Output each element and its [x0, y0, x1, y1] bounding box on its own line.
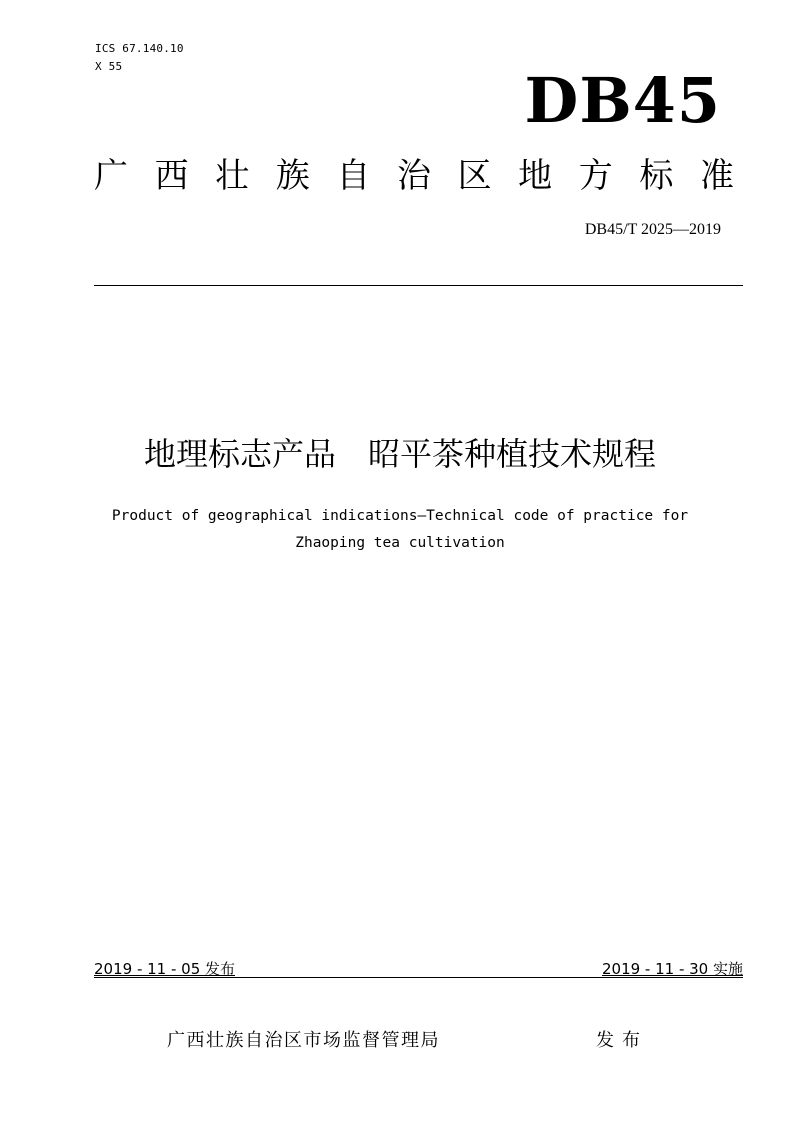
- issuing-authority: 广西壮族自治区市场监督管理局: [167, 1030, 440, 1051]
- ccs-code: X 55: [95, 60, 123, 73]
- standard-type-char: 壮: [215, 156, 250, 196]
- standard-type-heading: [94, 150, 734, 202]
- english-title-line: Zhaoping tea cultivation: [295, 535, 505, 551]
- implementation-date: 2019 - 11 - 30 实施: [601, 960, 743, 978]
- issue-action: 发布: [596, 1030, 648, 1051]
- standard-type-char: 地: [518, 156, 553, 196]
- document-title-chinese: 地理标志产品 昭平茶种植技术规程: [143, 435, 656, 473]
- standard-type-char: 方: [578, 156, 613, 196]
- standard-type-char: 区: [457, 156, 492, 196]
- ics-code: ICS 67.140.10: [95, 42, 184, 55]
- standard-type-char: 准: [699, 156, 734, 196]
- standard-type-char: 广: [94, 156, 128, 196]
- standard-type-char: 自: [336, 156, 371, 196]
- standard-number: DB45/T 2025—2019: [584, 221, 721, 238]
- standard-type-char: 治: [396, 156, 431, 196]
- standard-type-char: 族: [275, 156, 310, 196]
- classification-codes: [95, 40, 184, 76]
- standard-type-char: 西: [154, 156, 189, 196]
- standard-type-char: 标: [639, 156, 674, 196]
- english-title-line: Product of geographical indications—Technical code of practice for: [111, 508, 689, 524]
- standard-code-logo: DB45: [524, 64, 721, 137]
- document-title-english: [40, 503, 760, 557]
- issue-date: 2019 - 11 - 05 发布: [94, 960, 236, 978]
- bottom-divider: [94, 977, 743, 978]
- top-divider: [94, 285, 743, 286]
